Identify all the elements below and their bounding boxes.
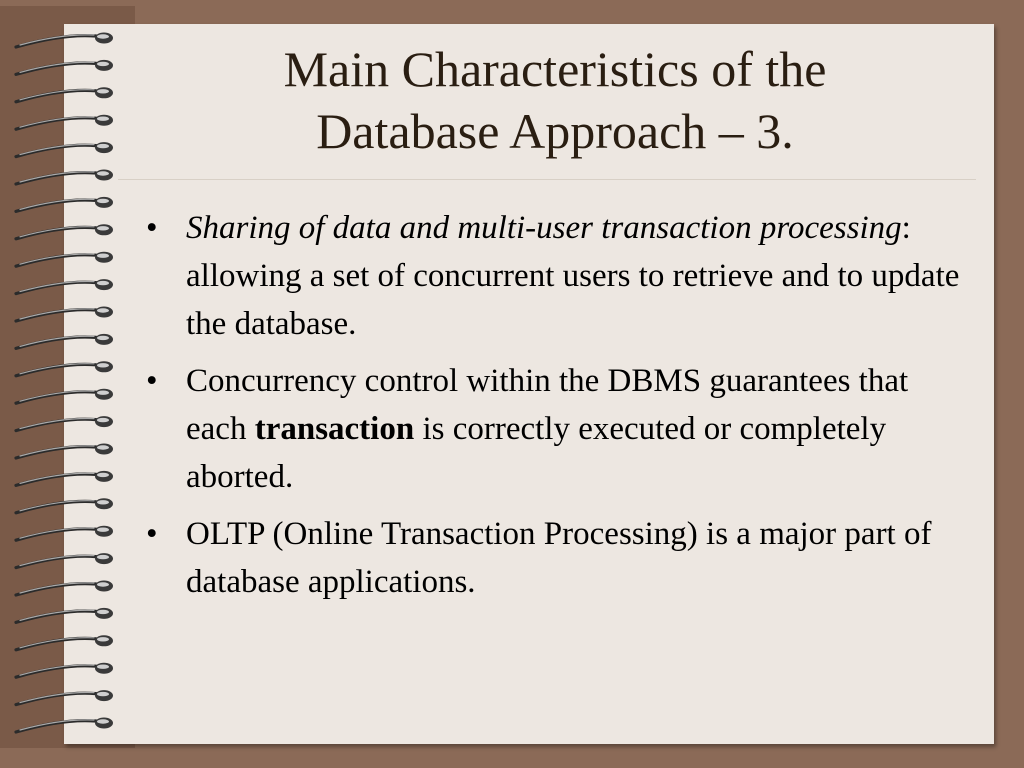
binding-ring-icon (16, 307, 113, 322)
binding-ring-icon (16, 608, 113, 623)
bullet-item-oltp (144, 510, 974, 606)
slide-title (140, 38, 970, 162)
binding-ring-icon (16, 60, 113, 75)
binding-ring-icon (16, 142, 113, 157)
binding-ring-icon (16, 389, 113, 404)
binding-ring-icon (16, 718, 113, 733)
binding-ring-icon (16, 252, 113, 267)
binding-ring-icon (16, 498, 113, 513)
bullet-dot: • (146, 516, 158, 552)
bullet-text: is correctly executed or completely aborted. (186, 411, 887, 495)
binding-ring-icon (16, 663, 113, 678)
bullet-text: Concurrency control within the DBMS guarantees that each (186, 363, 909, 447)
bullet-text: : allowing a set of concurrent users to retrieve and to update the database. (186, 210, 960, 342)
bullet-dot: • (146, 363, 158, 399)
binding-ring-icon (16, 224, 113, 239)
bullet-bold-term: transaction (254, 411, 415, 447)
bullet-dot: • (146, 210, 158, 246)
binding-ring-icon (16, 115, 113, 130)
binding-ring-icon (16, 334, 113, 349)
binding-ring-icon (16, 444, 113, 459)
title-line-1: Main Characteristics of the (283, 41, 827, 97)
bullet-item-sharing (144, 204, 974, 348)
bullet-item-concurrency (144, 357, 974, 501)
binding-ring-icon (16, 581, 113, 596)
binding-ring-icon (16, 416, 113, 431)
title-divider (118, 179, 976, 180)
spiral-binding-icon (10, 22, 120, 742)
binding-ring-icon (16, 279, 113, 294)
binding-ring-icon (16, 33, 113, 48)
bullet-italic-term: Sharing of data and multi-user transaction processing (186, 210, 902, 246)
binding-ring-icon (16, 87, 113, 102)
binding-ring-icon (16, 526, 113, 541)
bullet-list (144, 204, 974, 615)
binding-ring-icon (16, 553, 113, 568)
binding-ring-icon (16, 690, 113, 705)
title-line-2: Database Approach – 3. (316, 103, 794, 159)
binding-ring-icon (16, 471, 113, 486)
binding-ring-icon (16, 635, 113, 650)
binding-ring-icon (16, 170, 113, 185)
binding-ring-icon (16, 361, 113, 376)
binding-ring-icon (16, 197, 113, 212)
bullet-text: OLTP (Online Transaction Processing) is a major part of database applications. (186, 516, 932, 600)
